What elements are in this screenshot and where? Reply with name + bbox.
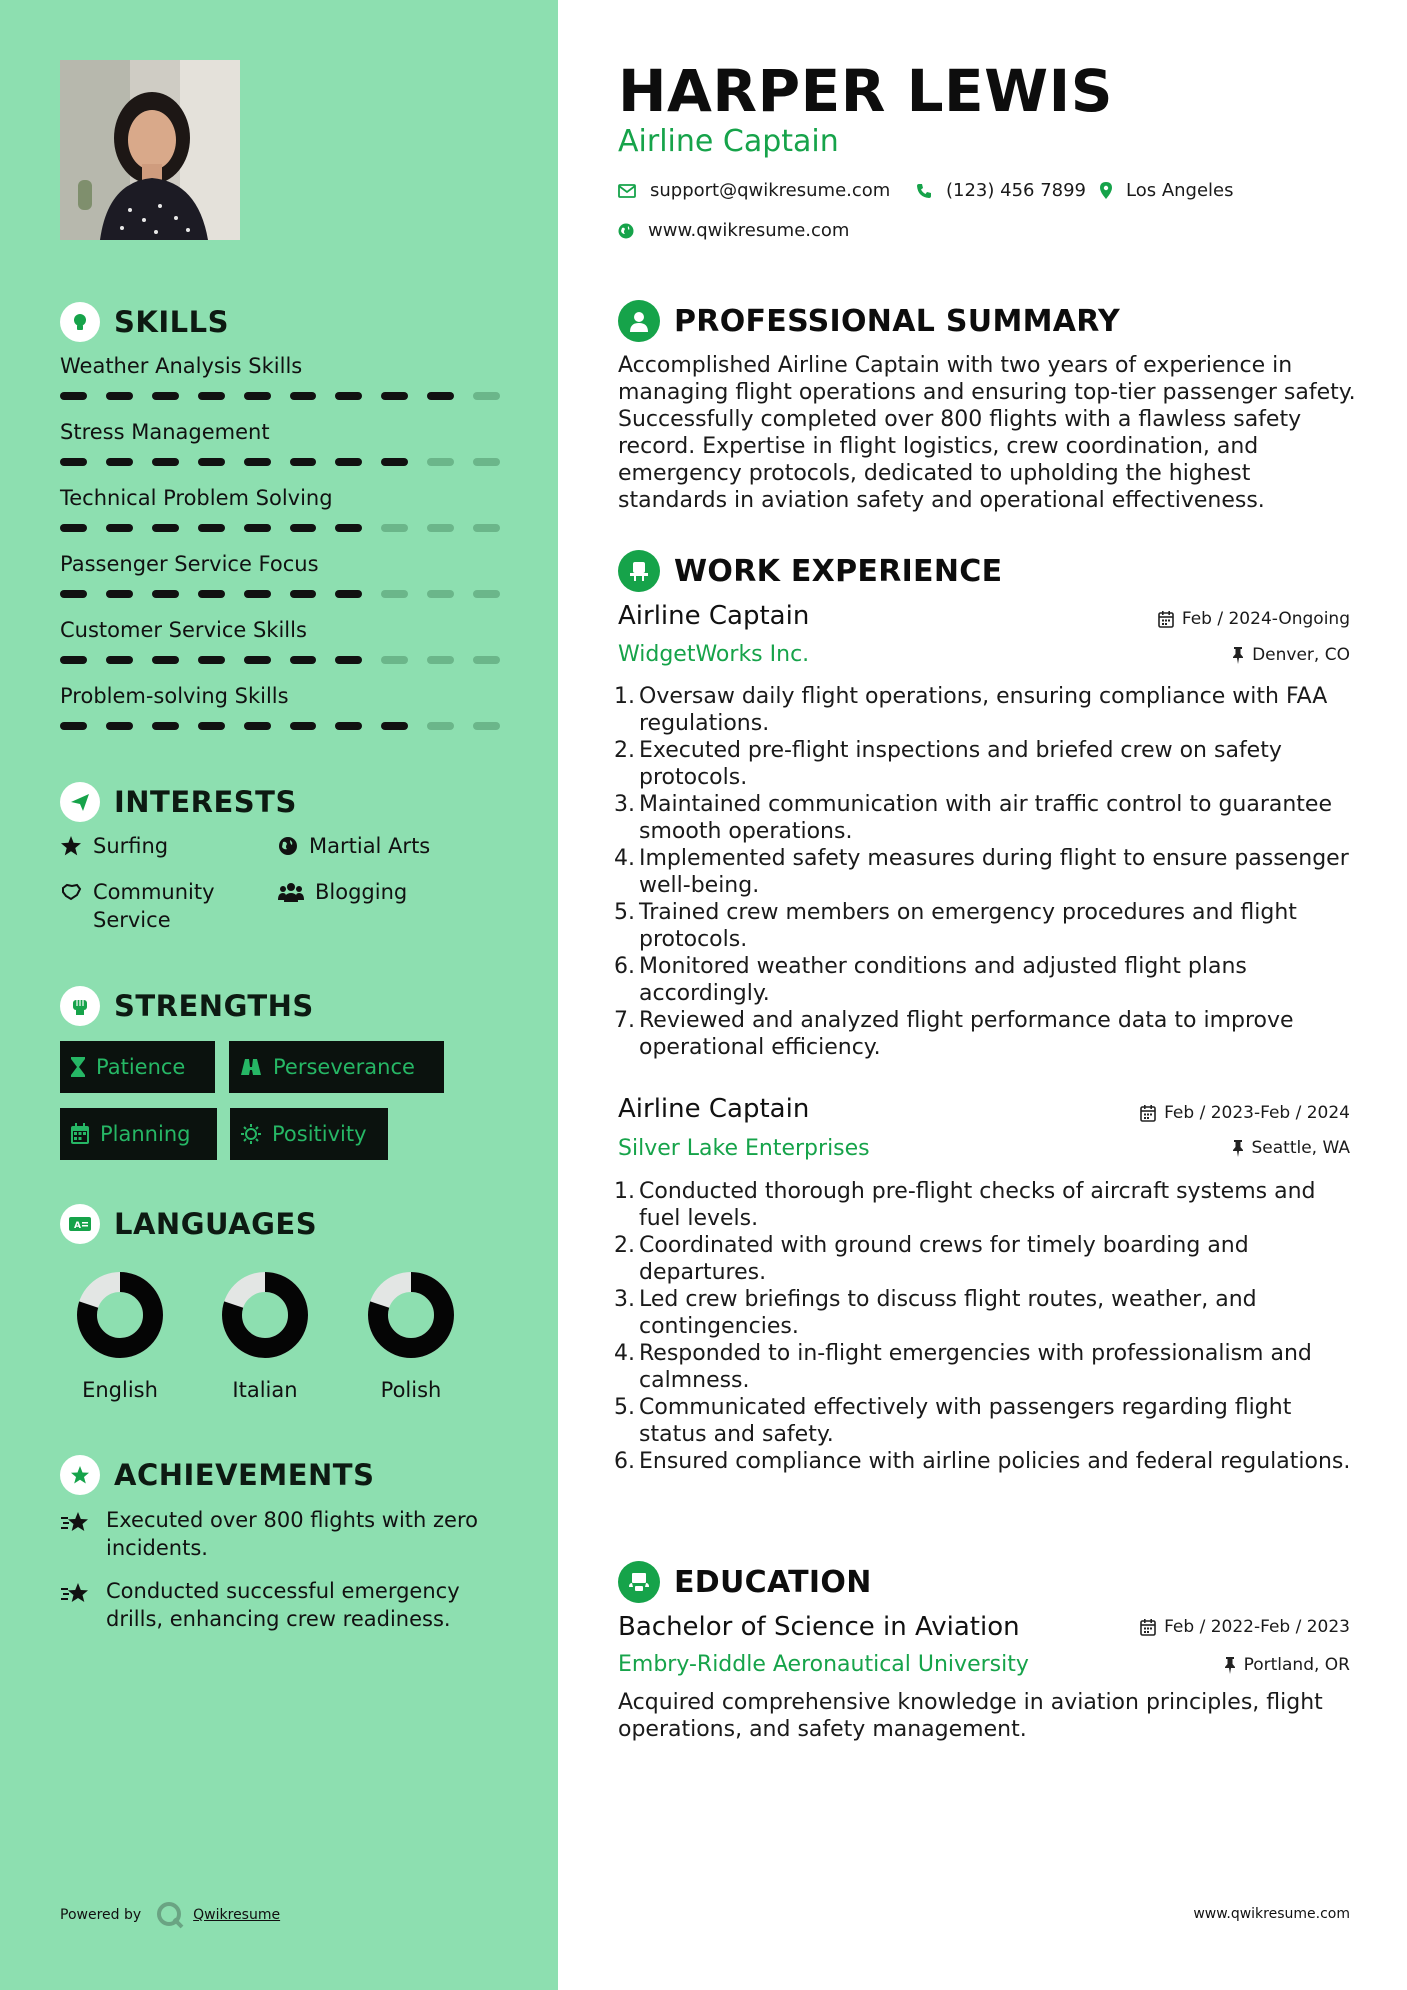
interest-item: [60, 832, 260, 860]
skill-name: Weather Analysis Skills: [60, 354, 303, 378]
bullet-text: Oversaw daily flight operations, ensuring compliance with FAA regulations.: [639, 684, 1328, 736]
language-ring: [75, 1270, 165, 1360]
education-dates-text: Feb / 2022-Feb / 2023: [1164, 1617, 1350, 1637]
bullet-text: Trained crew members on emergency procedures and flight protocols.: [639, 900, 1297, 952]
globe-icon: [278, 836, 298, 856]
language-name: English: [82, 1378, 158, 1402]
bullet-text: Maintained communication with air traffic control to guarantee smooth operations.: [639, 792, 1332, 844]
language-name: Italian: [232, 1378, 298, 1402]
contact-location: [1100, 180, 1234, 201]
skill-dot-empty: [427, 458, 454, 466]
job-location-text: Denver, CO: [1252, 645, 1350, 665]
bullet-number: 5.: [614, 1395, 635, 1420]
strength-chip: [230, 1108, 388, 1160]
profile-photo: [60, 60, 240, 240]
bullet-text: Coordinated with ground crews for timely boarding and departures.: [639, 1233, 1249, 1285]
job-bullet: [612, 1286, 1358, 1340]
contact-website[interactable]: [618, 220, 849, 241]
skill-item: [60, 550, 500, 598]
language-icon: [60, 1204, 100, 1244]
skill-dot-filled: [152, 656, 179, 664]
interest-item: [278, 878, 508, 906]
job-bullet: [612, 791, 1358, 845]
interest-item: [60, 878, 240, 934]
job-location-text: Seattle, WA: [1251, 1138, 1350, 1158]
skill-dot-empty: [427, 524, 454, 532]
skill-dot-filled: [427, 392, 454, 400]
skill-name: Technical Problem Solving: [60, 486, 333, 510]
strength-label: Positivity: [272, 1122, 367, 1146]
bullet-text: Communicated effectively with passengers regarding flight status and safety.: [639, 1395, 1292, 1447]
interest-item: [278, 832, 508, 860]
interest-label: Community Service: [93, 880, 215, 932]
skill-dot-empty: [473, 392, 500, 400]
bullet-number: 2.: [614, 1233, 635, 1258]
interest-label: Blogging: [315, 880, 408, 904]
skill-name: Passenger Service Focus: [60, 552, 319, 576]
skill-dot-filled: [60, 458, 87, 466]
education-title: EDUCATION: [674, 1564, 872, 1600]
skill-dot-filled: [60, 656, 87, 664]
skill-dot-empty: [427, 656, 454, 664]
skill-dot-filled: [244, 656, 271, 664]
skill-dot-filled: [244, 722, 271, 730]
skill-dot-empty: [427, 590, 454, 598]
skill-dot-filled: [198, 392, 225, 400]
bullet-text: Reviewed and analyzed flight performance data to improve operational efficiency.: [639, 1008, 1294, 1060]
briefcase-icon: [618, 550, 660, 592]
job-title: Airline Captain: [618, 601, 810, 631]
skill-dot-filled: [335, 392, 362, 400]
language-item: [205, 1270, 325, 1402]
education-location: [1224, 1655, 1350, 1675]
strength-chip: [229, 1041, 444, 1093]
skill-dot-filled: [244, 458, 271, 466]
candidate-name: HARPER LEWIS: [618, 57, 1113, 125]
skill-dot-filled: [244, 392, 271, 400]
job-bullet: [612, 845, 1358, 899]
skill-dot-filled: [152, 590, 179, 598]
skill-item: [60, 682, 500, 730]
skills-heading: [60, 302, 229, 342]
user-icon: [618, 300, 660, 342]
shooting-star-icon: [60, 1581, 92, 1605]
skill-dot-filled: [290, 458, 317, 466]
language-item: [60, 1270, 180, 1402]
skill-dot-filled: [198, 722, 225, 730]
skill-level: [60, 590, 500, 598]
bullet-text: Conducted thorough pre-flight checks of aircraft systems and fuel levels.: [639, 1179, 1316, 1231]
bullet-number: 2.: [614, 738, 635, 763]
lightbulb-icon: [60, 302, 100, 342]
job-bullet: [612, 1007, 1358, 1061]
bullet-number: 3.: [614, 792, 635, 817]
skill-dot-filled: [152, 524, 179, 532]
achievements-title: ACHIEVEMENTS: [114, 1458, 375, 1492]
phone-icon: [916, 183, 932, 199]
strength-chip: [60, 1108, 217, 1160]
skill-dot-filled: [198, 458, 225, 466]
degree-title: Bachelor of Science in Aviation: [618, 1612, 1020, 1642]
powered-by: [60, 1900, 280, 1930]
calendar-icon: [70, 1123, 90, 1145]
skill-dot-filled: [152, 722, 179, 730]
paper-plane-icon: [60, 782, 100, 822]
skill-dot-filled: [381, 722, 408, 730]
skill-level: [60, 722, 500, 730]
skill-dot-filled: [106, 524, 133, 532]
bullet-text: Monitored weather conditions and adjusted flight plans accordingly.: [639, 954, 1247, 1006]
education-dates: [1140, 1617, 1350, 1637]
achievements-heading: [60, 1455, 374, 1495]
achievement-item: [60, 1506, 500, 1562]
skill-dot-filled: [60, 590, 87, 598]
skill-dot-filled: [106, 392, 133, 400]
education-description: Acquired comprehensive knowledge in aviation principles, flight operations, and safety management.: [618, 1690, 1323, 1742]
skill-dot-filled: [335, 590, 362, 598]
envelope-icon: [618, 184, 636, 198]
map-pin-icon: [1100, 182, 1112, 199]
bullet-number: 1.: [614, 684, 635, 709]
bullet-number: 6.: [614, 954, 635, 979]
school-name: Embry-Riddle Aeronautical University: [618, 1652, 1029, 1677]
job-bullet: [612, 1448, 1358, 1475]
skill-dot-filled: [106, 458, 133, 466]
company-name: Silver Lake Enterprises: [618, 1136, 870, 1161]
skill-dot-empty: [473, 524, 500, 532]
interest-label: Martial Arts: [309, 834, 431, 858]
skill-dot-filled: [198, 524, 225, 532]
bullet-text: Responded to in-flight emergencies with professionalism and calmness.: [639, 1341, 1312, 1393]
skill-dot-empty: [381, 656, 408, 664]
strength-chip: [60, 1041, 215, 1093]
skill-dot-filled: [335, 722, 362, 730]
job-bullets: [612, 1178, 1358, 1475]
location-text: Los Angeles: [1126, 180, 1234, 201]
achievement-text: Conducted successful emergency drills, enhancing crew readiness.: [106, 1579, 460, 1631]
shooting-star-icon: [60, 1510, 92, 1534]
strength-label: Perseverance: [273, 1055, 415, 1079]
job-bullet: [612, 1178, 1358, 1232]
calendar-icon: [1140, 1105, 1156, 1122]
contact-email[interactable]: [618, 180, 890, 201]
summary-heading: [618, 300, 1120, 342]
language-ring: [366, 1270, 456, 1360]
job-bullet: [612, 953, 1358, 1007]
pushpin-icon: [1232, 1140, 1244, 1157]
bullet-number: 5.: [614, 900, 635, 925]
interests-heading: [60, 782, 297, 822]
skill-dot-empty: [473, 458, 500, 466]
job-bullet: [612, 1394, 1358, 1448]
bullet-number: 7.: [614, 1008, 635, 1033]
qwikresume-logo-icon: [155, 1900, 185, 1930]
calendar-icon: [1140, 1619, 1156, 1636]
language-item: [351, 1270, 471, 1402]
skill-dot-filled: [60, 524, 87, 532]
phone-text: (123) 456 7899: [946, 180, 1087, 201]
job-dates-text: Feb / 2023-Feb / 2024: [1164, 1103, 1350, 1123]
bullet-number: 4.: [614, 846, 635, 871]
job-bullet: [612, 899, 1358, 953]
website-text: www.qwikresume.com: [648, 220, 850, 241]
skill-dot-empty: [473, 656, 500, 664]
job-location: [1232, 645, 1350, 665]
graduation-cap-icon: [618, 1561, 660, 1603]
skill-dot-empty: [381, 524, 408, 532]
binoculars-icon: [239, 1057, 263, 1077]
users-icon: [278, 882, 304, 902]
skill-dot-filled: [198, 590, 225, 598]
skill-dot-filled: [152, 458, 179, 466]
powered-by-label: Powered by: [60, 1907, 142, 1923]
skill-dot-filled: [381, 392, 408, 400]
hourglass-icon: [70, 1056, 86, 1078]
job-dates: [1140, 1103, 1350, 1123]
bullet-number: 3.: [614, 1287, 635, 1312]
skill-item: [60, 418, 500, 466]
skill-dot-empty: [473, 722, 500, 730]
achievement-text: Executed over 800 flights with zero incidents.: [106, 1508, 478, 1560]
star-icon: [60, 836, 82, 856]
skill-level: [60, 392, 500, 400]
job-location: [1232, 1138, 1351, 1158]
skill-dot-empty: [427, 722, 454, 730]
languages-heading: [60, 1204, 317, 1244]
skill-dot-empty: [381, 590, 408, 598]
language-name: Polish: [380, 1378, 442, 1402]
experience-heading: [618, 550, 1002, 592]
strength-label: Patience: [96, 1055, 186, 1079]
job-bullet: [612, 1340, 1358, 1394]
sun-icon: [240, 1123, 262, 1145]
skill-dot-filled: [244, 590, 271, 598]
skill-item: [60, 616, 500, 664]
skill-dot-filled: [60, 392, 87, 400]
skill-name: Stress Management: [60, 420, 270, 444]
skill-dot-filled: [290, 722, 317, 730]
bullet-number: 4.: [614, 1341, 635, 1366]
job-bullet: [612, 683, 1358, 737]
interest-label: Surfing: [93, 834, 169, 858]
job-dates-text: Feb / 2024-Ongoing: [1181, 609, 1350, 629]
skills-title: SKILLS: [114, 305, 229, 339]
skill-dot-filled: [106, 590, 133, 598]
skill-dot-filled: [106, 656, 133, 664]
job-bullet: [612, 737, 1358, 791]
bullet-text: Led crew briefings to discuss flight routes, weather, and contingencies.: [639, 1287, 1257, 1339]
summary-text: Accomplished Airline Captain with two years of experience in managing flight operations and ensuring top-tier passenger safety. Successfully completed over 800 flights with a flawless safety record. Expertise in flight logistics, crew coordination, and emergency protocols, dedicated to upholding the highest standards in aviation safety and operational effectiveness.: [618, 353, 1356, 513]
email-text: support@qwikresume.com: [650, 180, 891, 201]
bullet-text: Executed pre-flight inspections and briefed crew on safety protocols.: [639, 738, 1282, 790]
skill-dot-filled: [106, 722, 133, 730]
skill-dot-filled: [290, 392, 317, 400]
skill-dot-filled: [244, 524, 271, 532]
skill-dot-filled: [381, 458, 408, 466]
skill-level: [60, 656, 500, 664]
globe-icon: [618, 223, 634, 239]
education-location-text: Portland, OR: [1243, 1655, 1350, 1675]
languages-title: LANGUAGES: [114, 1207, 318, 1241]
summary-title: PROFESSIONAL SUMMARY: [674, 303, 1121, 339]
job-bullets: [612, 683, 1358, 1061]
bullet-text: Implemented safety measures during flight to ensure passenger well-being.: [639, 846, 1349, 898]
contact-phone[interactable]: [916, 180, 1086, 201]
skill-dot-filled: [152, 392, 179, 400]
hand-icon: [60, 882, 82, 902]
achievement-item: [60, 1577, 500, 1633]
skill-dot-filled: [290, 590, 317, 598]
calendar-icon: [1158, 611, 1174, 628]
skill-name: Problem-solving Skills: [60, 684, 289, 708]
skill-dot-filled: [335, 458, 362, 466]
skill-dot-filled: [335, 656, 362, 664]
skill-name: Customer Service Skills: [60, 618, 307, 642]
award-icon: [60, 1455, 100, 1495]
job-title: Airline Captain: [618, 1094, 810, 1124]
sidebar: [0, 0, 558, 1990]
pushpin-icon: [1224, 1657, 1236, 1674]
skill-item: [60, 484, 500, 532]
skill-item: [60, 352, 500, 400]
candidate-role: Airline Captain: [618, 124, 839, 159]
skill-dot-filled: [290, 524, 317, 532]
bullet-text: Ensured compliance with airline policies and federal regulations.: [639, 1449, 1351, 1474]
job-bullet: [612, 1232, 1358, 1286]
svg-text:A: A: [74, 1221, 81, 1231]
strength-label: Planning: [100, 1122, 191, 1146]
footer-website-link[interactable]: www.qwikresume.com: [1193, 1906, 1350, 1922]
company-name: WidgetWorks Inc.: [618, 642, 810, 667]
skill-dot-filled: [290, 656, 317, 664]
fist-icon: [60, 986, 100, 1026]
bullet-number: 6.: [614, 1449, 635, 1474]
job-dates: [1158, 609, 1350, 629]
strengths-heading: [60, 986, 314, 1026]
qwikresume-link[interactable]: Qwikresume: [193, 1907, 281, 1923]
education-heading: [618, 1561, 872, 1603]
interests-title: INTERESTS: [114, 785, 297, 819]
experience-title: WORK EXPERIENCE: [674, 553, 1003, 589]
skill-dot-filled: [335, 524, 362, 532]
strengths-title: STRENGTHS: [114, 989, 314, 1023]
language-ring: [220, 1270, 310, 1360]
skill-dot-filled: [198, 656, 225, 664]
pushpin-icon: [1232, 647, 1244, 664]
skill-dot-empty: [473, 590, 500, 598]
bullet-number: 1.: [614, 1179, 635, 1204]
skill-level: [60, 458, 500, 466]
skill-level: [60, 524, 500, 532]
skill-dot-filled: [60, 722, 87, 730]
